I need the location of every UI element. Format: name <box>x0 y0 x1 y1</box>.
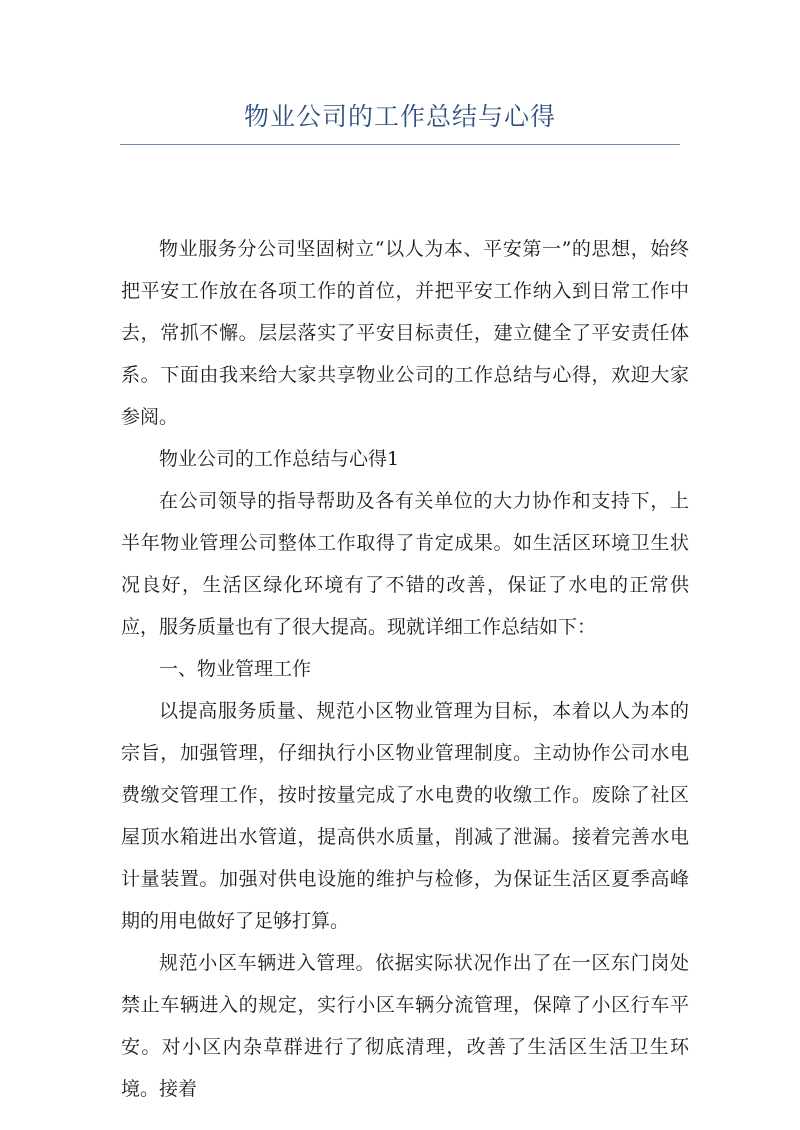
subsection-heading-property-management: 一、物业管理工作 <box>159 658 312 680</box>
intro-paragraph: 物业服务分公司坚固树立“以人为本、平安第一”的思想，始终把平安工作放在各项工作的首位，并把平安工作纳入到日常工作中去，常抓不懈。层层落实了平安目标责任，建立健全了平安责任体系。下面由我来给大家共享物业公司的工作总结与心得，欢迎大家参阅。 <box>121 238 689 428</box>
document-body <box>121 228 689 1110</box>
document-title: 物业公司的工作总结与心得 <box>243 102 556 131</box>
section-heading-1: 物业公司的工作总结与心得1 <box>159 448 400 470</box>
body-paragraph: 以提高服务质量、规范小区物业管理为目标，本着以人为本的宗旨，加强管理，仔细执行小区物业管理制度。主动协作公司水电费缴交管理工作，按时按量完成了水电费的收缴工作。废除了社区屋顶水箱进出水管道，提高供水质量，削减了泄漏。接着完善水电计量装置。加强对供电设施的维护与检修，为保证生活区夏季高峰期的用电做好了足够打算。 <box>121 700 689 932</box>
body-paragraph: 在公司领导的指导帮助及各有关单位的大力协作和支持下，上半年物业管理公司整体工作取得了肯定成果。如生活区环境卫生状况良好，生活区绿化环境有了不错的改善，保证了水电的正常供应，服务质量也有了很大提高。现就详细工作总结如下： <box>121 490 689 638</box>
body-paragraph: 规范小区车辆进入管理。依据实际状况作出了在一区东门岗处禁止车辆进入的规定，实行小区车辆分流管理，保障了小区行车平安。对小区内杂草群进行了彻底清理，改善了生活区生活卫生环境。接着 <box>121 952 689 1100</box>
title-underline <box>120 144 680 145</box>
